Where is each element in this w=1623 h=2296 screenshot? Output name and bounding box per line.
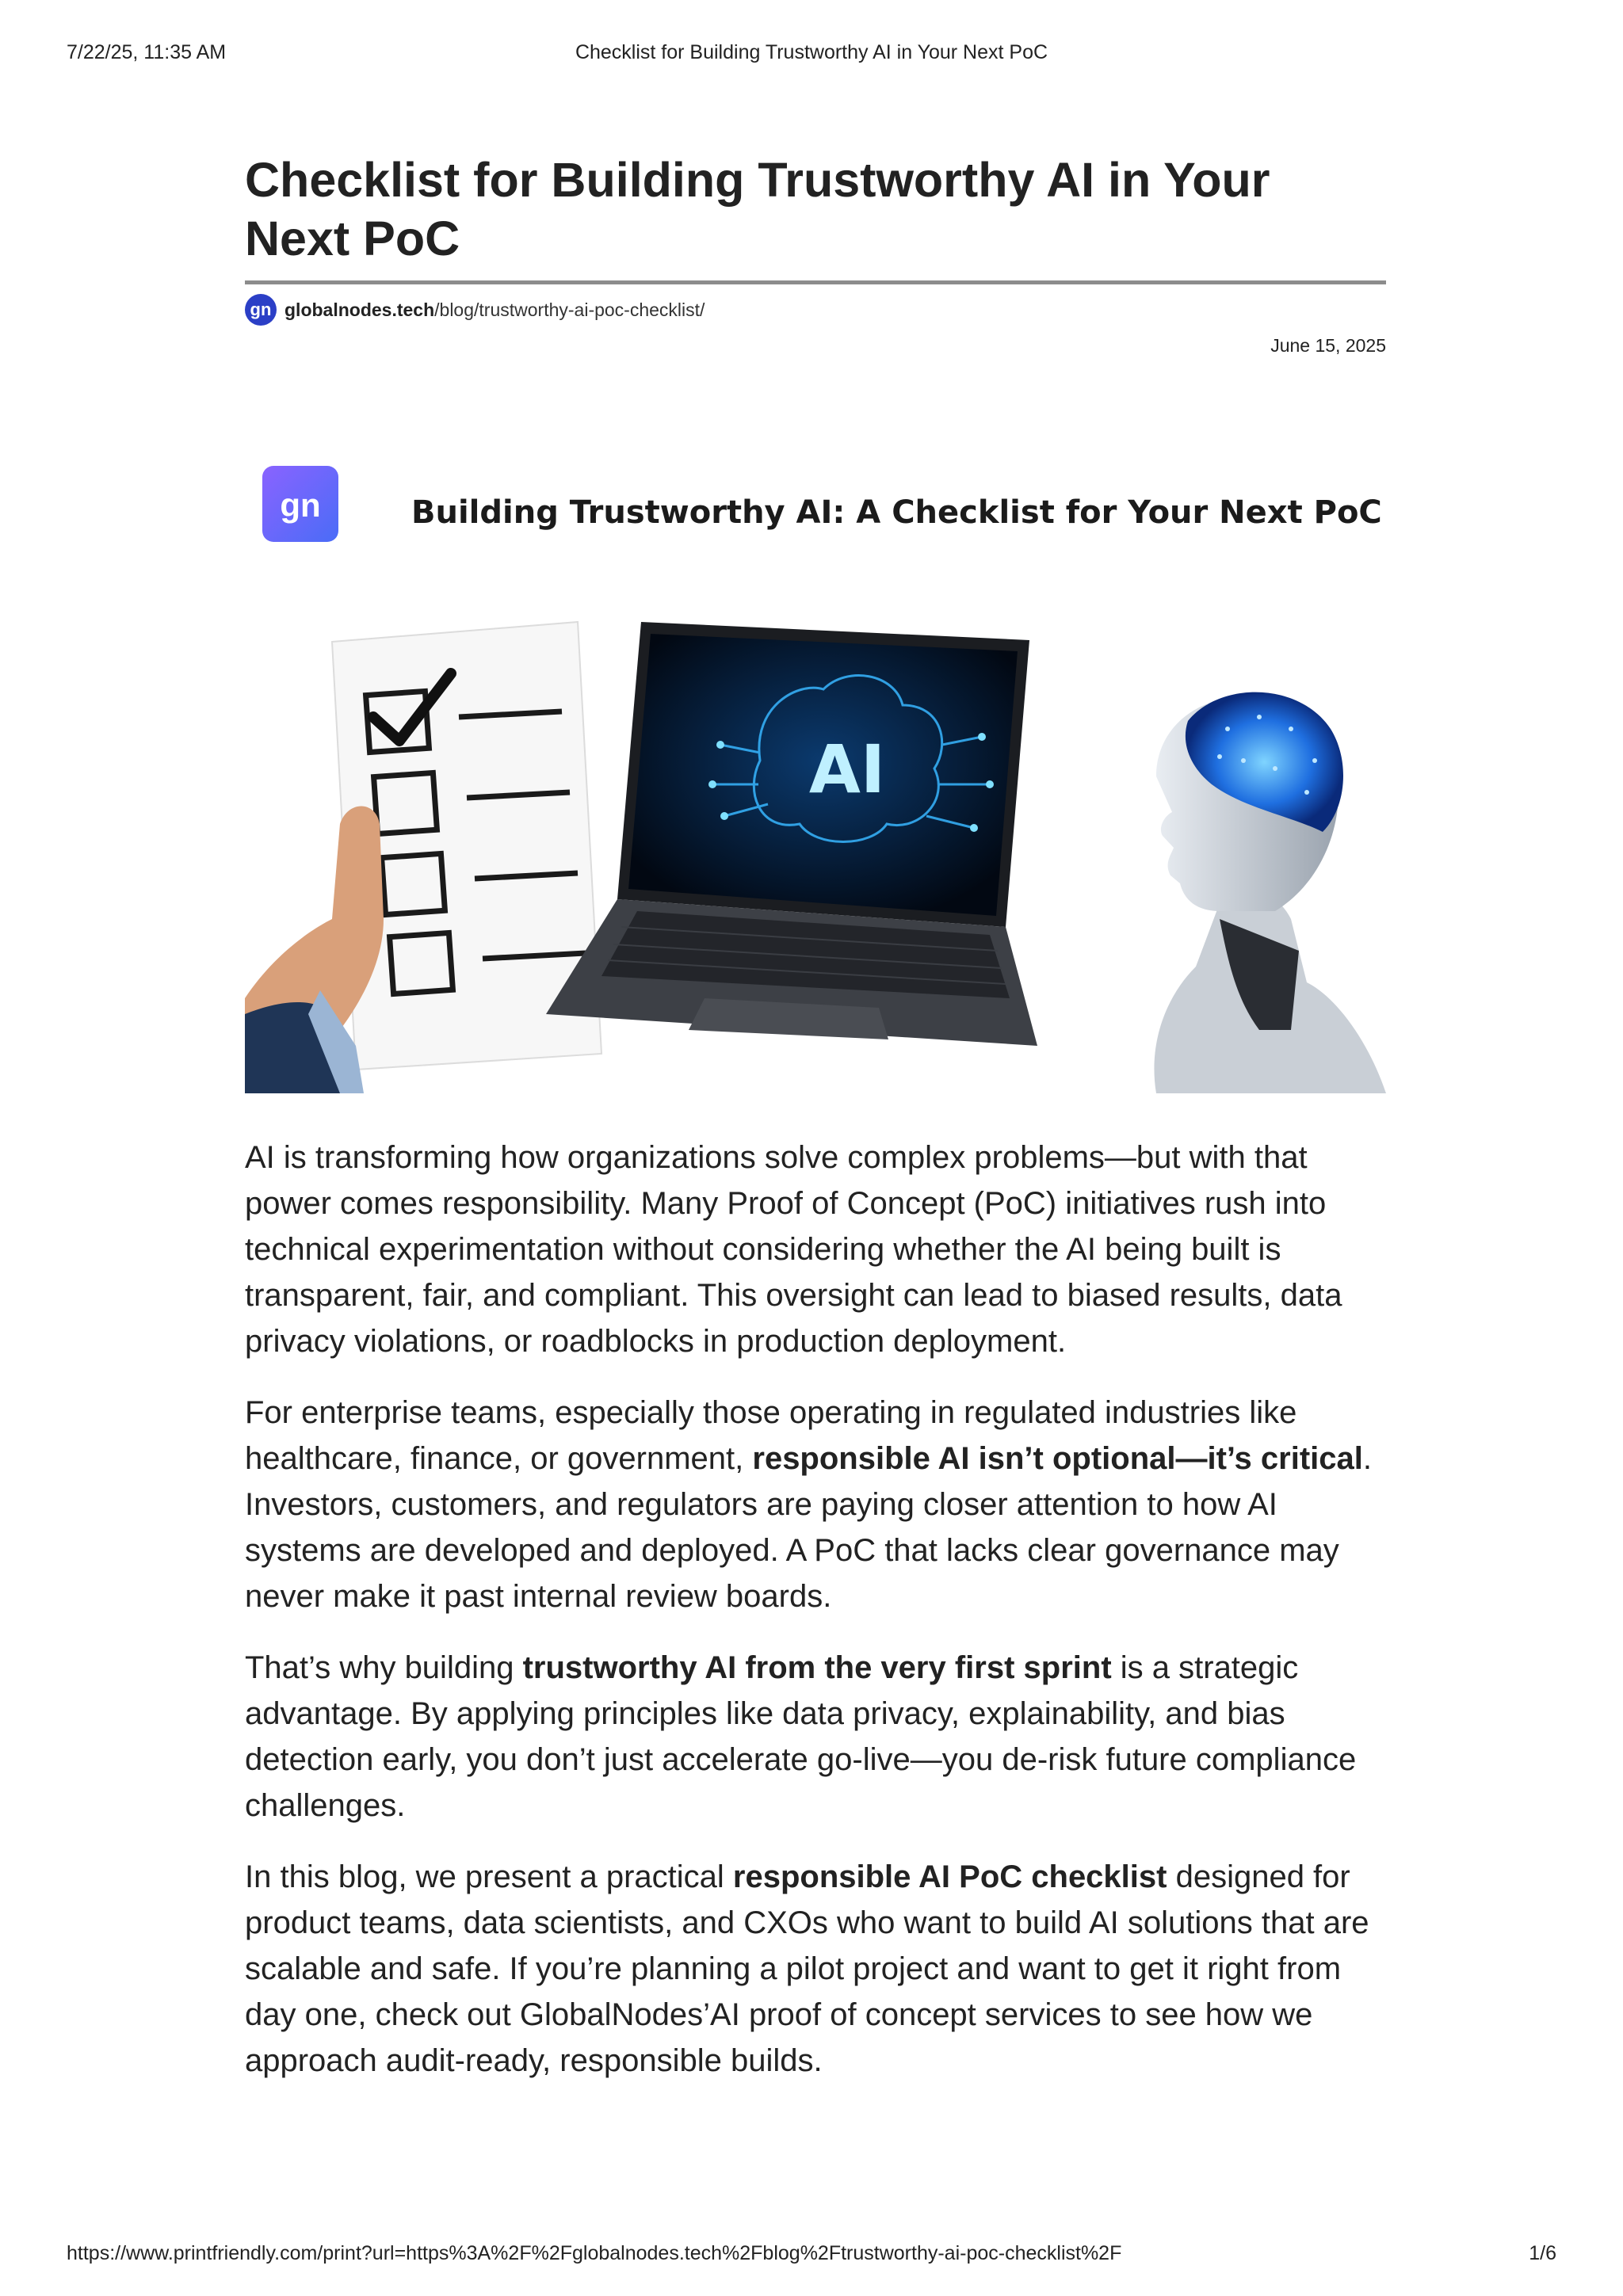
laptop-icon [546,622,1037,1046]
source-domain[interactable]: globalnodes.tech [285,299,435,320]
article-body [245,1135,1394,2109]
emphasis-checklist: responsible AI PoC checklist [732,1859,1167,1894]
print-footer [0,2242,1623,2274]
print-page-title: Checklist for Building Trustworthy AI in Your Next PoC [575,41,1048,63]
emphasis-trustworthy-ai: trustworthy AI from the very first sprint [522,1650,1112,1685]
banner-title: Building Trustworthy AI: A Checklist for Your Next PoC [411,494,1382,531]
laptop-screen-text: AI [808,730,886,808]
print-timestamp: 7/22/25, 11:35 AM [67,41,227,63]
print-source-url[interactable]: https://www.printfriendly.com/print?url=https%3A%2F%2Fglobalnodes.tech%2Fblog%2Ftrustworthy-ai-poc-checklist%2F [67,2242,1122,2264]
source-path[interactable]: /blog/trustworthy-ai-poc-checklist/ [434,299,705,320]
print-header [0,41,1623,73]
article-header [245,151,1386,360]
paragraph-checklist: In this blog, we present a practical responsible AI PoC checklist designed for product teams, data scientists, and CXOs who want to build AI solutions that are scalable and safe. If you’re planning a pilot project and want to get it right from day one, check out GlobalNodes’AI proof of concept services to see how we approach audit-ready, responsible builds. [245,1859,1369,2078]
robot-head-icon [1154,692,1386,1093]
title-divider [245,280,1386,284]
logo-text: gn [280,486,321,524]
emphasis-responsible-ai: responsible AI isn’t optional—it’s critical [752,1441,1363,1476]
gn-logo-icon [262,466,338,542]
source-line [245,292,1386,327]
page-number: 1/6 [1529,2242,1556,2264]
publish-date: June 15, 2025 [1270,335,1386,356]
paragraph-enterprise: For enterprise teams, especially those operating in regulated industries like healthcare, finance, or government, responsible AI isn’t optional—it’s critical. Investors, customers, and regulators are paying closer attention to how AI systems are developed and deployed. A PoC that lacks clear governance may never make it past internal review boards. [245,1395,1373,1614]
paragraph-first-sprint: That’s why building trustworthy AI from the very first sprint is a strategic advantage. By applying principles like data privacy, explainability, and bias detection early, you don’t just accelerate go-live—you de-risk future compliance challenges. [245,1650,1357,1823]
hero-image [245,444,1386,1093]
paragraph-intro: AI is transforming how organizations solve complex problems—but with that power comes responsibility. Many Proof of Concept (PoC) initiatives rush into technical experimentation without considering whether the AI being built is transparent, fair, and compliant. This oversight can lead to biased results, data privacy violations, or roadblocks in production deployment. [245,1140,1342,1359]
article-title: Checklist for Building Trustworthy AI in Your Next PoC [245,153,1270,265]
site-favicon-icon: gn [245,294,277,326]
